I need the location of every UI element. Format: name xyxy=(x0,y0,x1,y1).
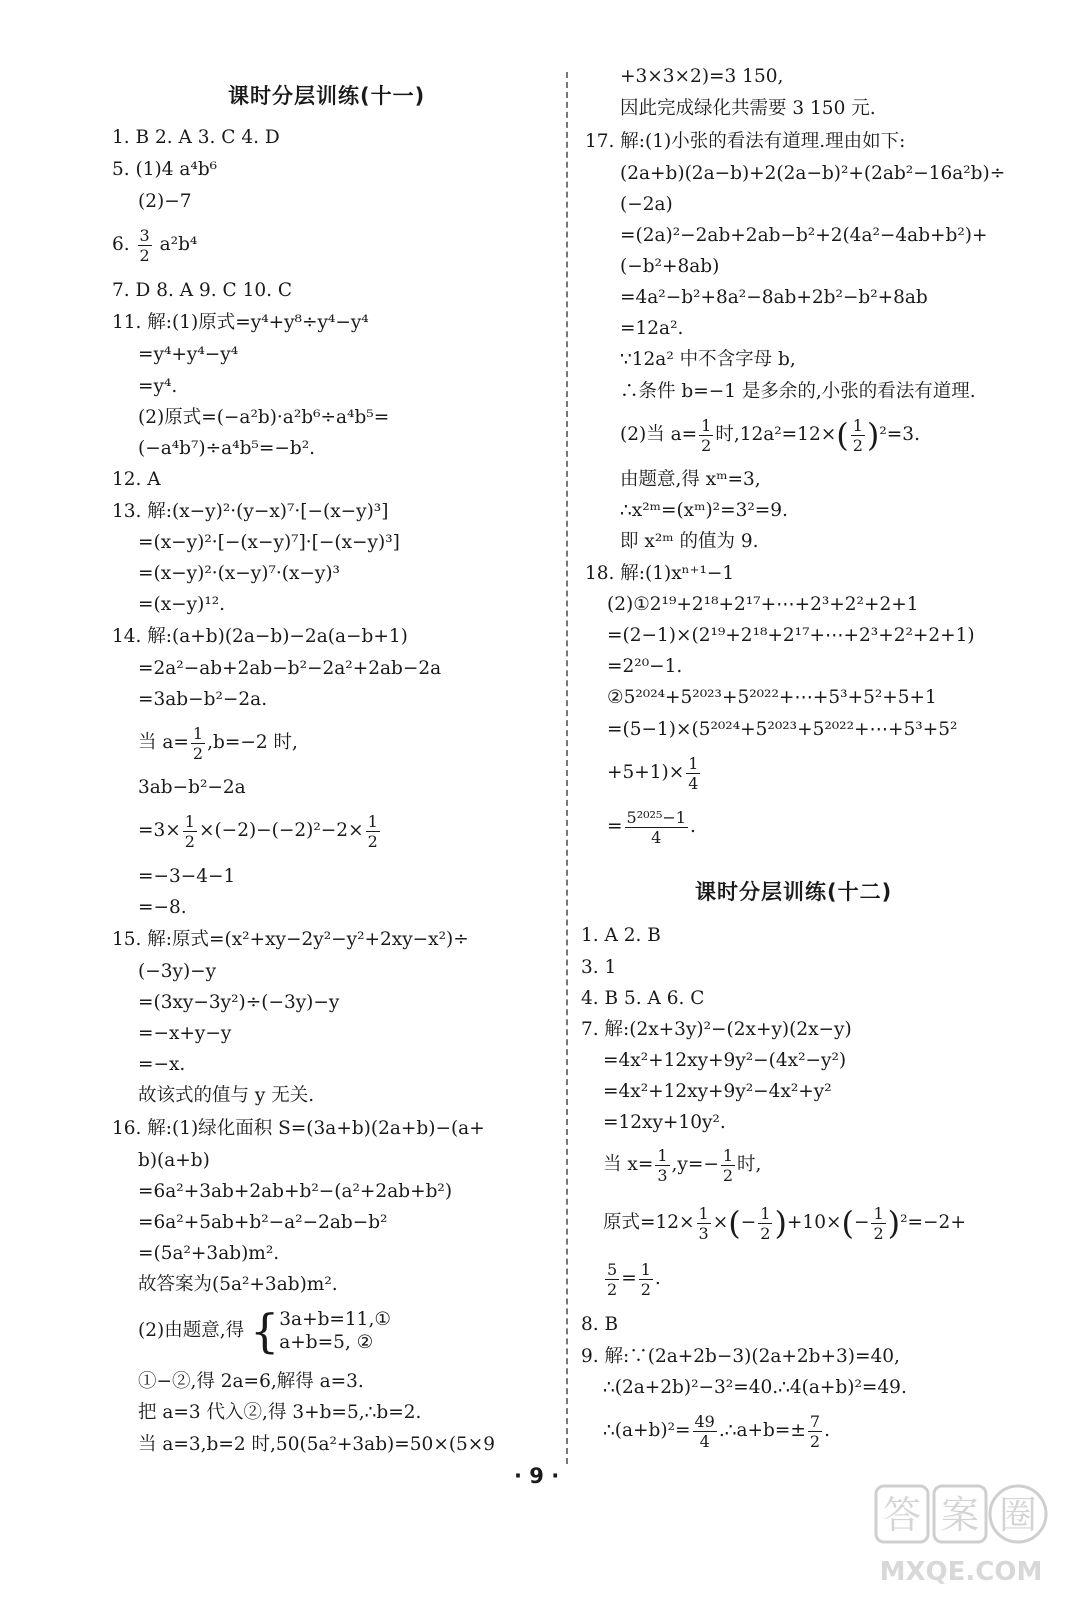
left-paren: ( xyxy=(836,416,849,454)
answer-line: =(x−y)²·[−(x−y)⁷]·[−(x−y)³] xyxy=(138,532,400,553)
answer-line: =−x+y−y xyxy=(138,1023,232,1044)
answer-line: =y⁴. xyxy=(138,376,178,397)
answer-line: 故答案为(5a²+3ab)m². xyxy=(138,1274,338,1295)
answer-line: =−3−4−1 xyxy=(138,866,236,887)
fraction xyxy=(183,812,197,851)
fraction-numerator: 7 xyxy=(809,1411,821,1431)
answer-line: =6a²+5ab+b²−a²−2ab−b² xyxy=(138,1212,388,1233)
text-segment: ×(−2)−(−2)²−2× xyxy=(198,820,364,841)
answer-line: ∴x²ᵐ=(xᵐ)²=3²=9. xyxy=(620,500,788,521)
fraction-numerator: 5 xyxy=(607,1259,618,1279)
fraction-denominator: 2 xyxy=(873,1223,884,1243)
answer-line: (2a+b)(2a−b)+2(2a−b)²+(2ab²−16a²b)÷ xyxy=(620,163,1006,184)
watermark-logo-icon xyxy=(870,1480,1052,1590)
text-segment: ∴(a+b)²= xyxy=(603,1420,691,1441)
answer-line: (−3y)−y xyxy=(138,961,217,982)
answer-line xyxy=(603,1408,830,1454)
fraction-numerator: 49 xyxy=(694,1411,715,1431)
answer-line: 5. (1)4 a⁴b⁶ xyxy=(112,159,218,180)
fraction-numerator: 1 xyxy=(760,1203,771,1223)
fraction-numerator: 1 xyxy=(184,811,195,831)
answer-line: ∴(2a+2b)²−3²=40.∴4(a+b)²=49. xyxy=(603,1377,907,1398)
answer-line: ∵12a² 中不含字母 b, xyxy=(620,349,796,370)
section-heading-11: 课时分层训练(十一) xyxy=(228,84,426,108)
answer-line: 7. 解:(2x+3y)²−(2x+y)(2x−y) xyxy=(581,1019,852,1040)
fraction-denominator: 2 xyxy=(184,831,195,851)
answer-line: =6a²+3ab+2ab+b²−(a²+2ab+b²) xyxy=(138,1181,453,1202)
fraction-denominator: 2 xyxy=(192,743,204,763)
fraction-denominator: 3 xyxy=(657,1165,668,1185)
fraction-denominator: 2 xyxy=(809,1431,821,1451)
fraction xyxy=(366,812,380,851)
fraction-numerator: 1 xyxy=(873,1203,884,1223)
text-segment: ,b=−2 时, xyxy=(207,732,298,753)
fraction xyxy=(655,1146,669,1185)
right-paren: ) xyxy=(774,1204,787,1242)
text-segment: +10× xyxy=(786,1212,842,1233)
fraction-denominator: 2 xyxy=(852,435,863,455)
text-segment: = xyxy=(607,816,623,837)
equation-stack xyxy=(279,1308,391,1354)
text-segment: 时,12a²=12× xyxy=(715,424,837,445)
answer-line: =(x−y)¹². xyxy=(138,594,226,615)
text-segment: (2)当 a= xyxy=(620,424,698,445)
fraction-denominator: 4 xyxy=(688,773,699,793)
text-segment: ,y=− xyxy=(671,1154,719,1175)
watermark-char-1: 答 xyxy=(882,1493,922,1537)
answer-line xyxy=(603,1256,661,1302)
answer-line: ①−②,得 2a=6,解得 a=3. xyxy=(138,1371,364,1392)
left-paren: ( xyxy=(728,1204,741,1242)
answer-line: b)(a+b) xyxy=(138,1150,210,1171)
equation-2: a+b=5, ② xyxy=(279,1332,374,1353)
fraction xyxy=(721,1146,735,1185)
text-segment: 当 a= xyxy=(138,732,189,753)
text-segment: . xyxy=(654,1268,661,1289)
answer-line: +3×3×2)=3 150, xyxy=(620,66,784,87)
section-heading-12: 课时分层训练(十二) xyxy=(695,880,893,904)
fraction xyxy=(639,1260,653,1299)
fraction-denominator: 2 xyxy=(760,1223,771,1243)
text-segment: ²=−2+ xyxy=(900,1212,966,1233)
answer-line: 7. D 8. A 9. C 10. C xyxy=(112,280,293,301)
answer-line: 16. 解:(1)绿化面积 S=(3a+b)(2a+b)−(a+ xyxy=(112,1118,485,1139)
answer-line xyxy=(603,1142,761,1188)
answer-line xyxy=(607,804,696,850)
fraction-numerator: 1 xyxy=(698,1203,709,1223)
text-segment: ²=3. xyxy=(879,424,920,445)
answer-line: 3. 1 xyxy=(581,957,617,978)
answer-line: =4x²+12xy+9y²−4x²+y² xyxy=(603,1081,832,1102)
fraction-denominator: 4 xyxy=(651,827,662,847)
text-segment: × xyxy=(712,1212,729,1233)
answer-line xyxy=(620,412,920,458)
answer-line: =−8. xyxy=(138,897,187,918)
fraction xyxy=(758,1204,772,1243)
right-paren: ) xyxy=(887,1204,901,1242)
left-paren: ( xyxy=(841,1204,854,1242)
text-segment: . xyxy=(824,1420,830,1441)
answer-line: (−2a) xyxy=(620,194,673,215)
question-number: 6. xyxy=(112,234,130,255)
fraction-denominator: 3 xyxy=(698,1223,709,1243)
column-divider xyxy=(566,72,568,1464)
answer-line: 把 a=3 代入②,得 3+b=5,∴b=2. xyxy=(138,1402,422,1423)
fraction-numerator: 3 xyxy=(139,225,150,245)
answer-line: =(3xy−3y²)÷(−3y)−y xyxy=(138,992,340,1013)
answer-line: (2)①2¹⁹+2¹⁸+2¹⁷+⋯+2³+2²+2+1 xyxy=(607,594,919,615)
text-segment: (2)由题意,得 xyxy=(138,1320,245,1341)
fraction xyxy=(191,724,205,763)
brace-symbol: { xyxy=(249,1304,280,1358)
text-segment: 时, xyxy=(737,1154,762,1175)
watermark-char-3: 圈 xyxy=(998,1493,1038,1537)
fraction-denominator: 2 xyxy=(139,245,150,265)
answer-line: 8. B xyxy=(581,1314,619,1335)
fraction-numerator: 1 xyxy=(722,1145,734,1165)
answer-line: =(5−1)×(5²⁰²⁴+5²⁰²³+5²⁰²²+⋯+5³+5² xyxy=(607,719,958,740)
answer-line xyxy=(607,750,702,796)
answer-line: =(2a)²−2ab+2ab−b²+2(4a²−4ab+b²)+ xyxy=(620,225,988,246)
answer-line: 由题意,得 xᵐ=3, xyxy=(620,469,761,490)
answer-line: 1. A 2. B xyxy=(581,925,661,946)
answer-line: =(5a²+3ab)m². xyxy=(138,1243,280,1264)
watermark-url: MXQE.COM xyxy=(879,1557,1043,1587)
text-segment: 当 x= xyxy=(603,1154,654,1175)
text-segment: = xyxy=(621,1268,637,1289)
answer-line: 12. A xyxy=(112,469,161,490)
answer-line: =(x−y)²·(x−y)⁷·(x−y)³ xyxy=(138,563,340,584)
answer-line: =−x. xyxy=(138,1054,186,1075)
text-segment: =3× xyxy=(138,820,181,841)
answer-line: 17. 解:(1)小张的看法有道理.理由如下: xyxy=(585,131,906,152)
answer-line-system xyxy=(138,1304,391,1358)
fraction xyxy=(625,808,688,847)
fraction-denominator: 2 xyxy=(607,1279,618,1299)
answer-line: =4a²−b²+8a²−8ab+2b²−b²+8ab xyxy=(620,287,928,308)
watermark-char-2: 案 xyxy=(940,1493,980,1537)
fraction xyxy=(697,1204,711,1243)
fraction xyxy=(699,416,713,455)
right-paren: ) xyxy=(866,416,880,454)
fraction xyxy=(605,1260,619,1299)
equation-system xyxy=(249,1304,391,1358)
equation-1: 3a+b=11,① xyxy=(279,1309,391,1330)
answer-line: =3ab−b²−2a. xyxy=(138,689,268,710)
fraction-numerator: 1 xyxy=(367,811,378,831)
answer-line: (2)原式=(−a²b)·a²b⁶÷a⁴b⁵= xyxy=(138,407,390,428)
fraction-numerator: 1 xyxy=(657,1145,668,1165)
answer-line: ∴条件 b=−1 是多余的,小张的看法有道理. xyxy=(620,381,976,402)
fraction-numerator: 1 xyxy=(701,415,712,435)
answer-line: 13. 解:(x−y)²·(y−x)⁷·[−(x−y)³] xyxy=(112,501,389,522)
text-segment: . xyxy=(689,816,696,837)
fraction-numerator: 1 xyxy=(852,415,863,435)
fraction xyxy=(871,1204,885,1243)
answer-expression: a²b⁴ xyxy=(159,234,198,255)
fraction xyxy=(693,1412,717,1451)
fraction xyxy=(686,754,700,793)
text-segment: +5+1)× xyxy=(607,762,685,783)
fraction-denominator: 2 xyxy=(640,1279,651,1299)
answer-line xyxy=(138,720,298,766)
answer-line: ②5²⁰²⁴+5²⁰²³+5²⁰²²+⋯+5³+5²+5+1 xyxy=(607,687,937,708)
answer-line: 14. 解:(a+b)(2a−b)−2a(a−b+1) xyxy=(112,626,408,647)
text-segment: 原式=12× xyxy=(603,1212,695,1233)
fraction-denominator: 2 xyxy=(367,831,378,851)
answer-line: =12a². xyxy=(620,318,684,339)
answer-line: 11. 解:(1)原式=y⁴+y⁸÷y⁴−y⁴ xyxy=(112,312,369,333)
page-number: · 9 · xyxy=(514,1464,560,1488)
fraction-denominator: 4 xyxy=(699,1431,710,1451)
answer-line: 即 x²ᵐ 的值为 9. xyxy=(620,531,759,552)
answer-line: (−a⁴b⁷)÷a⁴b⁵=−b². xyxy=(138,438,315,459)
answer-line: 3ab−b²−2a xyxy=(138,777,246,798)
fraction xyxy=(851,416,865,455)
fraction xyxy=(138,226,152,265)
answer-line xyxy=(138,808,382,854)
fraction-numerator: 1 xyxy=(192,723,204,743)
answer-line: =2²⁰−1. xyxy=(607,656,683,677)
fraction xyxy=(808,1412,822,1451)
answer-line: 原式=12× $\frac{1}{3}$ ×(− $\frac{1}{2}$ )+10×(− $\frac{1}{2}$ )²=−2+ xyxy=(603,1203,966,1243)
answer-line: 当 a=3,b=2 时,50(5a²+3ab)=50×(5×9 xyxy=(138,1434,496,1455)
fraction-denominator: 2 xyxy=(701,435,712,455)
answer-line: =12xy+10y². xyxy=(603,1112,726,1133)
answer-line: (2)−7 xyxy=(138,191,192,212)
answer-line: 1. B 2. A 3. C 4. D xyxy=(112,127,280,148)
fraction-numerator: 5²⁰²⁵−1 xyxy=(626,807,686,827)
answer-line: 9. 解:∵(2a+2b−3)(2a+2b+3)=40, xyxy=(581,1346,900,1367)
fraction-denominator: 2 xyxy=(722,1165,734,1185)
answer-line: =y⁴+y⁴−y⁴ xyxy=(138,344,239,365)
fraction-numerator: 1 xyxy=(688,753,699,773)
fraction-numerator: 1 xyxy=(640,1259,651,1279)
answer-line: 4. B 5. A 6. C xyxy=(581,988,705,1009)
answer-line: =2a²−ab+2ab−b²−2a²+2ab−2a xyxy=(138,658,442,679)
text-segment: .∴a+b=± xyxy=(718,1420,806,1441)
answer-line: =(2−1)×(2¹⁹+2¹⁸+2¹⁷+⋯+2³+2²+2+1) xyxy=(607,625,975,646)
answer-line: =4x²+12xy+9y²−(4x²−y²) xyxy=(603,1050,847,1071)
answer-line: 故该式的值与 y 无关. xyxy=(138,1085,315,1106)
answer-line: 18. 解:(1)xⁿ⁺¹−1 xyxy=(585,563,735,584)
answer-line: 因此完成绿化共需要 3 150 元. xyxy=(620,98,876,119)
answer-line-6 xyxy=(112,222,197,268)
answer-line: 15. 解:原式=(x²+xy−2y²−y²+2xy−x²)÷ xyxy=(112,929,469,950)
answer-line: (−b²+8ab) xyxy=(620,256,720,277)
